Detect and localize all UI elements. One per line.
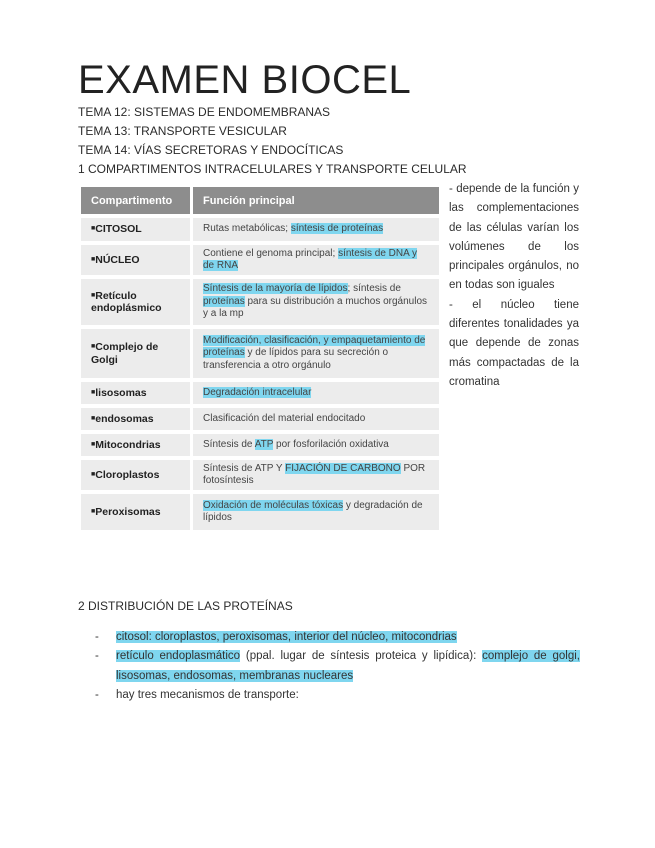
bullet-icon: ■ (91, 291, 96, 299)
compartment-label: endosomas (95, 412, 154, 425)
text-segment: Rutas metabólicas; (203, 223, 291, 235)
text-segment: Síntesis de (203, 438, 255, 450)
text-segment: hay tres mecanismos de transporte: (116, 688, 299, 701)
compartment-label: lisosomas (95, 386, 147, 399)
topic-14: TEMA 14: VÍAS SECRETORAS Y ENDOCÍTICAS (78, 143, 344, 157)
table-row (81, 277, 439, 327)
text-segment: Clasificación del material endocitado (203, 412, 366, 424)
table-row (81, 432, 439, 458)
function-text (192, 243, 440, 277)
highlighted-text: síntesis de proteínas (290, 223, 384, 235)
compartment-name (81, 432, 192, 458)
text-segment: (ppal. lugar de síntesis proteica y lipídica): (240, 650, 483, 663)
function-text (192, 380, 440, 406)
section-2-heading: 2 DISTRIBUCIÓN DE LAS PROTEÍNAS (78, 599, 293, 613)
table-row (81, 492, 439, 530)
table-row (81, 216, 439, 243)
side-note-2: - el núcleo tiene diferentes tonalidades ya que depende de zonas más compactadas de la cromatina (449, 298, 579, 388)
compartment-name (81, 458, 192, 492)
text-segment: y de lípidos para su secreción o transferencia a otro orgánulo (203, 347, 389, 371)
dash-bullet: - (95, 650, 99, 663)
bullet-icon: ■ (91, 440, 96, 448)
bullet-icon: ■ (91, 388, 96, 396)
dash-bullet: - (95, 688, 99, 701)
compartment-name (81, 216, 192, 243)
bullet-icon: ■ (91, 343, 96, 350)
table-row (81, 380, 439, 406)
function-text (192, 492, 440, 530)
highlighted-text: Degradación intracelular (203, 386, 312, 398)
compartment-name (81, 243, 192, 277)
function-text (192, 432, 440, 458)
compartment-name (81, 277, 192, 327)
section-1-heading: 1 COMPARTIMENTOS INTRACELULARES Y TRANSPORTE CELULAR (78, 162, 467, 176)
text-segment: ; síntesis de (347, 283, 401, 295)
list-item (95, 628, 580, 647)
text-segment: Contiene el genoma principal; (203, 247, 339, 259)
compartments-table (81, 187, 439, 530)
protein-distribution-list (95, 628, 580, 705)
table-row (81, 406, 439, 432)
list-item (95, 686, 580, 705)
function-text (192, 327, 440, 380)
text-segment: para su distribución a muchos orgánulos y a la mp (203, 295, 428, 320)
table-row (81, 458, 439, 492)
list-item (95, 647, 580, 686)
compartment-label: Cloroplastos (95, 468, 160, 481)
highlighted-text: Oxidación de moléculas tóxicas (203, 499, 344, 511)
highlighted-text: retículo endoplasmático (116, 650, 241, 663)
highlighted-text: Síntesis de la mayoría de lípidos (203, 283, 348, 295)
compartment-label: Retículo endoplásmico (91, 289, 162, 314)
compartment-label: NÚCLEO (95, 253, 140, 266)
text-segment: por fosforilación oxidativa (273, 438, 389, 450)
side-notes (449, 180, 579, 392)
compartment-label: Mitocondrias (95, 438, 161, 451)
compartment-name (81, 327, 192, 380)
bullet-icon: ■ (91, 507, 96, 515)
document-title: EXAMEN BIOCEL (78, 58, 412, 102)
bullet-icon: ■ (91, 414, 96, 422)
side-note-1: - depende de la función y las complementaciones de las células varían los volúmenes de los principales orgánulos, no en todas son iguales (449, 183, 579, 292)
compartment-name (81, 492, 192, 530)
function-text (192, 406, 440, 432)
text-segment: POR fotosíntesis (203, 462, 426, 486)
compartment-label: Peroxisomas (95, 505, 161, 518)
text-segment: y degradación de lípidos (203, 499, 423, 523)
highlighted-text: proteínas (203, 295, 245, 307)
highlighted-text: síntesis de DNA y de RNA (203, 247, 418, 271)
table-row (81, 327, 439, 380)
table-header-row (81, 187, 439, 216)
compartment-name (81, 380, 192, 406)
function-text (192, 216, 440, 243)
topic-13: TEMA 13: TRANSPORTE VESICULAR (78, 124, 287, 138)
highlighted-text: FIJACIÓN DE CARBONO (285, 462, 401, 474)
highlighted-text: complejo de golgi, lisosomas, endosomas, membranas nucleares (116, 650, 581, 682)
highlighted-text: Modificación, clasificación, y empaquetamiento de proteínas (203, 334, 426, 359)
compartment-name (81, 406, 192, 432)
bullet-icon: ■ (91, 225, 96, 233)
highlighted-text: ATP (254, 438, 274, 450)
table-body (81, 216, 439, 530)
bullet-icon: ■ (91, 255, 96, 263)
bullet-icon: ■ (91, 470, 96, 478)
header-function: Función principal (192, 187, 440, 216)
compartment-label: Complejo de Golgi (91, 341, 159, 366)
table-row (81, 243, 439, 277)
function-text (192, 277, 440, 327)
text-segment: Síntesis de ATP Y (203, 462, 286, 474)
function-text (192, 458, 440, 492)
dash-bullet: - (95, 631, 99, 643)
header-compartment: Compartimento (81, 187, 192, 216)
topic-12: TEMA 12: SISTEMAS DE ENDOMEMBRANAS (78, 105, 331, 119)
topic-list (78, 103, 498, 179)
compartment-label: CITOSOL (95, 223, 142, 236)
highlighted-text: citosol: cloroplastos, peroxisomas, interior del núcleo, mitocondrias (116, 631, 457, 643)
